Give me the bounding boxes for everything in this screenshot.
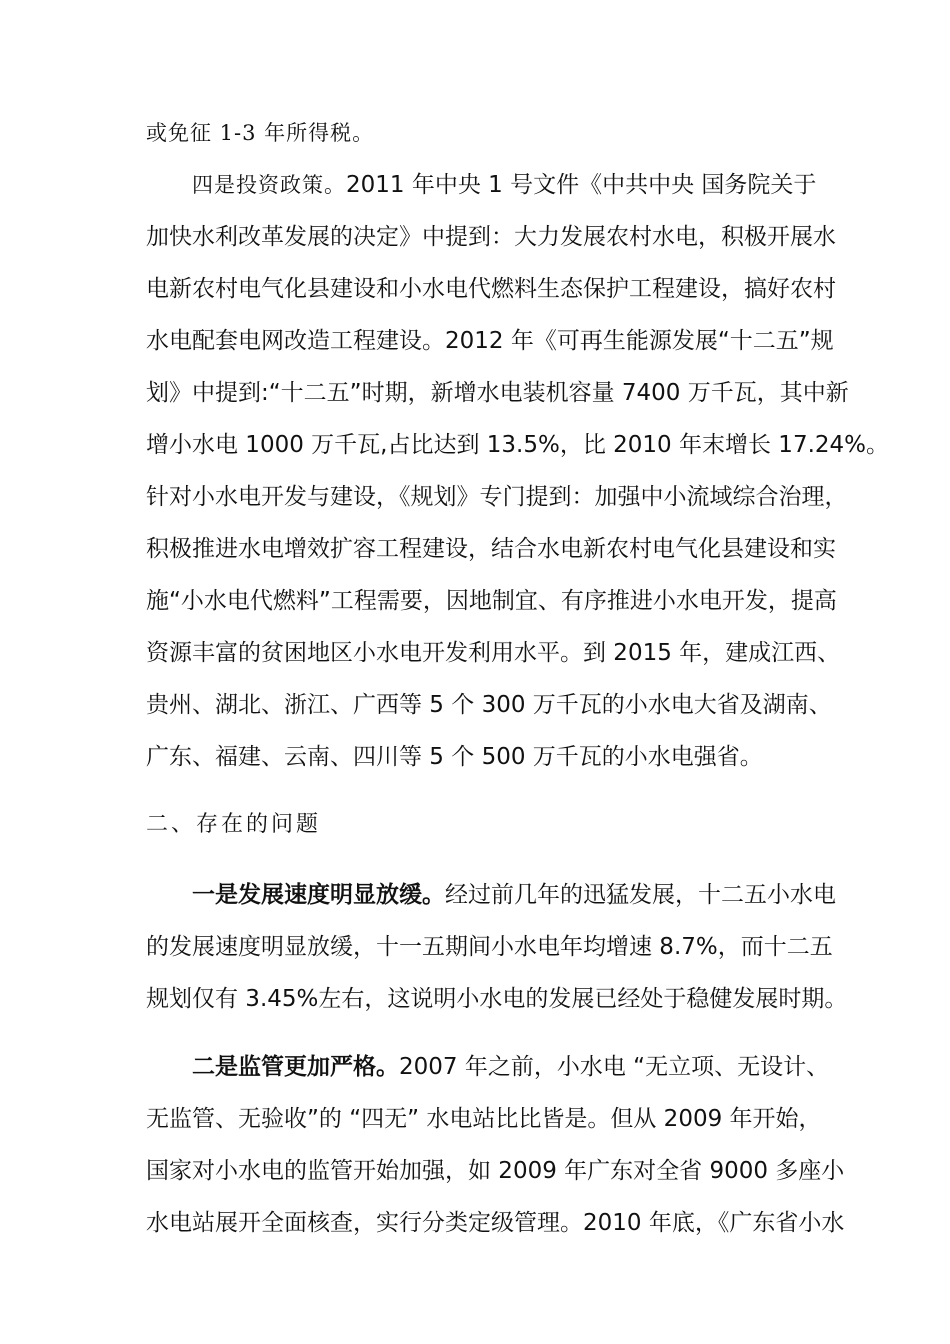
section-heading: 二、存在的问题: [146, 812, 322, 837]
paragraph-line: 贵州、湖北、浙江、广西等 5 个 300 万千瓦的小水电大省及湖南、: [146, 692, 832, 718]
paragraph-line-investment-policy: [192, 170, 817, 200]
paragraph-line: 加快水利改革发展的决定》中提到：大力发展农村水电，积极开展水: [146, 224, 836, 250]
paragraph-line: 规划仅有 3.45%左右，这说明小水电的发展已经处于稳健发展时期。: [146, 986, 848, 1012]
paragraph-line: 积极推进水电增效扩容工程建设，结合水电新农村电气化县建设和实: [146, 536, 836, 562]
regulation-text: 2007 年之前，小水电 “无立项、无设计、: [399, 1054, 830, 1080]
slowdown-text: 经过前几年的迅猛发展，十二五小水电: [445, 882, 836, 908]
paragraph-line: 水电站展开全面核查，实行分类定级管理。2010 年底，《广东省小水: [146, 1210, 845, 1236]
paragraph-line: 增小水电 1000 万千瓦,占比达到 13.5%，比 2010 年末增长 17.24%。: [146, 432, 890, 458]
paragraph-line: 划》中提到:“十二五”时期，新增水电装机容量 7400 万千瓦，其中新: [146, 380, 849, 406]
paragraph-line: 或免征 1-3 年所得税。: [146, 121, 375, 145]
regulation-label: 二是监管更加严格。: [192, 1054, 399, 1080]
paragraph-line: 电新农村电气化县建设和小水电代燃料生态保护工程建设，搞好农村: [146, 276, 836, 302]
investment-policy-label: 四是投资政策。: [192, 173, 346, 197]
paragraph-line: 施“小水电代燃料”工程需要，因地制宜、有序推进小水电开发，提高: [146, 588, 837, 614]
paragraph-line: 广东、福建、云南、四川等 5 个 500 万千瓦的小水电强省。: [146, 744, 763, 770]
paragraph-line: 无监管、无验收”的 “四无” 水电站比比皆是。但从 2009 年开始，: [146, 1106, 822, 1132]
paragraph-line: 针对小水电开发与建设，《规划》专门提到：加强中小流域综合治理，: [146, 484, 848, 510]
paragraph-line: 资源丰富的贫困地区小水电开发利用水平。到 2015 年，建成江西、: [146, 640, 841, 666]
investment-policy-text: 2011 年中央 1 号文件《中共中央 国务院关于: [346, 172, 817, 198]
paragraph-line: 水电配套电网改造工程建设。2012 年《可再生能源发展“十二五”规: [146, 328, 834, 354]
paragraph-line: 国家对小水电的监管开始加强，如 2009 年广东对全省 9000 多座小: [146, 1158, 845, 1184]
slowdown-label: 一是发展速度明显放缓。: [192, 882, 445, 908]
paragraph-line: 的发展速度明显放缓，十一五期间小水电年均增速 8.7%，而十二五: [146, 934, 833, 960]
paragraph-line-slowdown: [192, 880, 836, 910]
paragraph-line-regulation: [192, 1052, 830, 1082]
